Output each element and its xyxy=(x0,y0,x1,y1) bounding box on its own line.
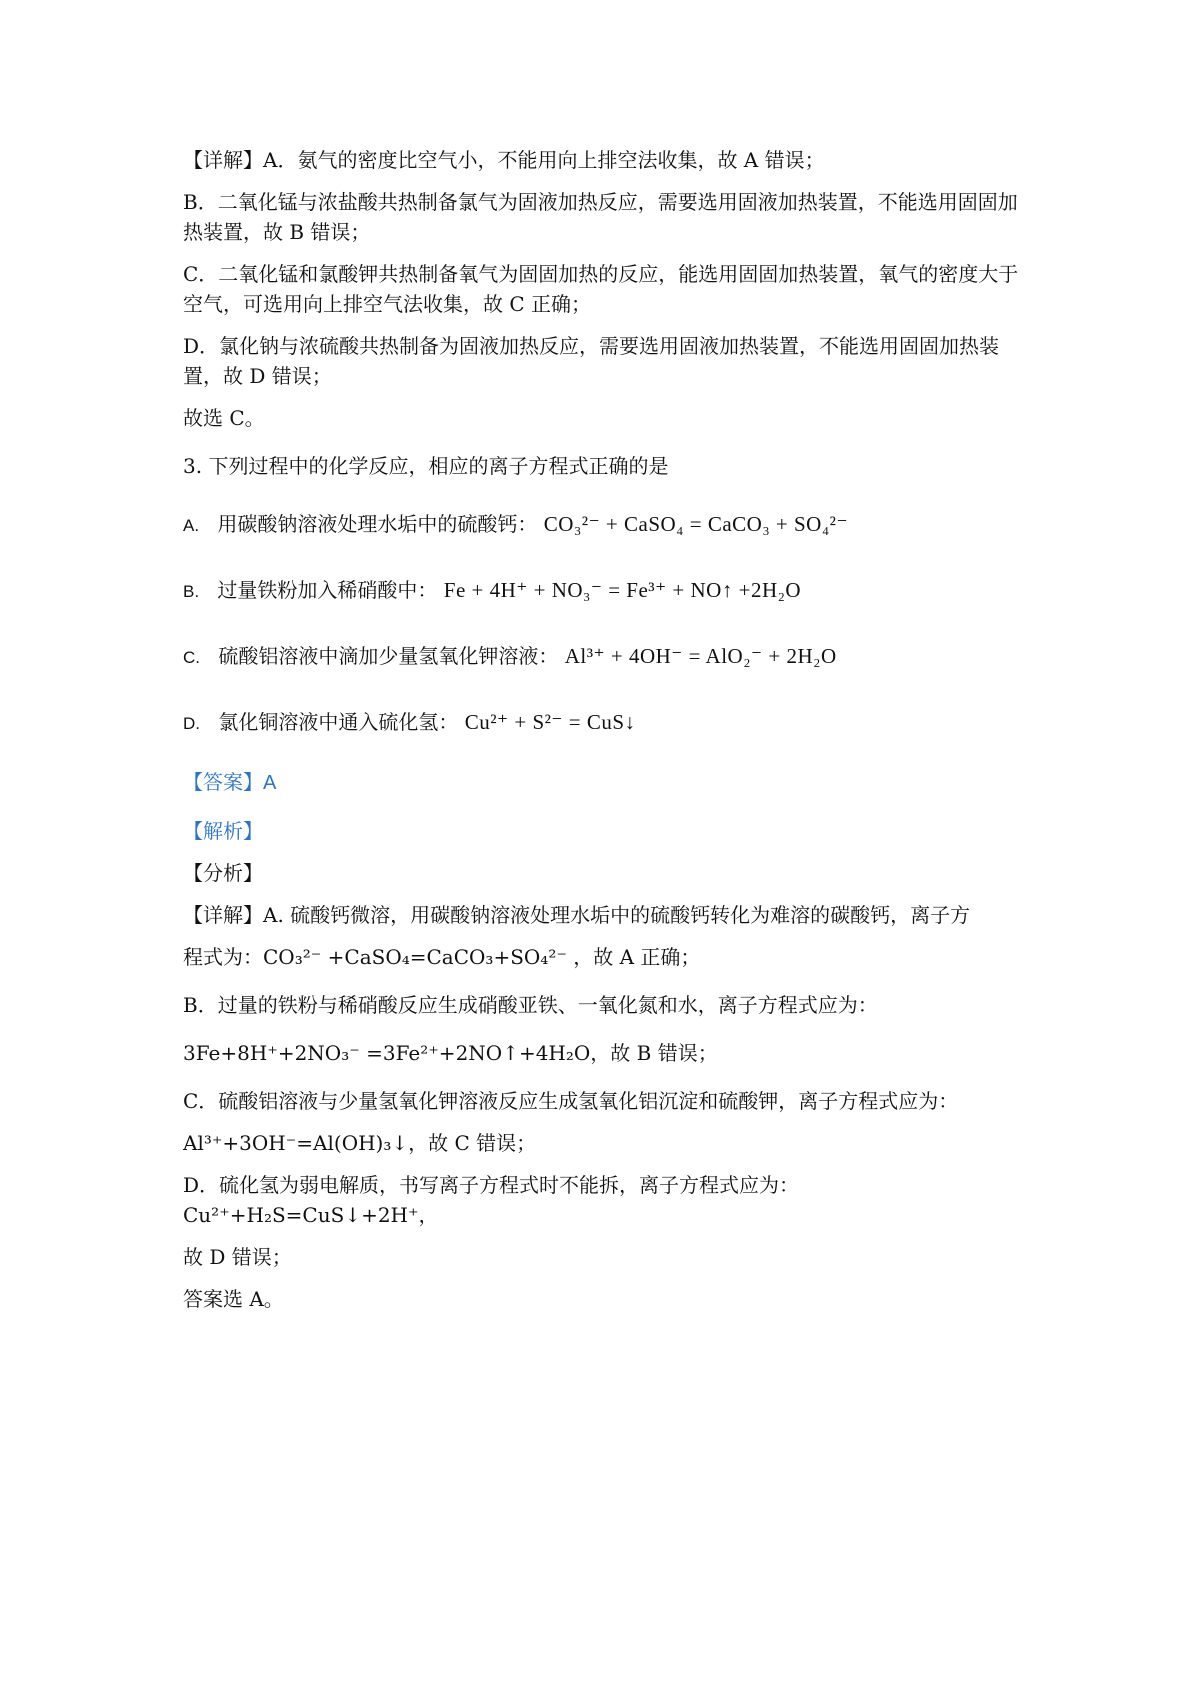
detail2-c-line2: Al³⁺+3OH⁻=Al(OH)₃↓，故 C 错误； xyxy=(183,1131,537,1155)
option-text: 过量铁粉加入稀硝酸中： xyxy=(217,578,438,602)
analysis-tag: 【解析】 xyxy=(183,819,263,843)
detail-b: B．二氧化锰与浓盐酸共热制备氯气为固液加热反应，需要选用固液加热装置，不能选用固固加热装置，故 B 错误； xyxy=(183,190,1018,244)
detail2-b-line1: B．过量的铁粉与稀硝酸反应生成硝酸亚铁、一氧化氮和水，离子方程式应为： xyxy=(183,993,878,1017)
answer-line xyxy=(183,767,1033,798)
option-label: A. xyxy=(183,516,200,535)
document-content xyxy=(183,145,1033,1332)
option-equation: Cu²⁺ + S²⁻ = CuS↓ xyxy=(464,710,636,734)
detail2-b-line2: 3Fe+8H⁺+2NO₃⁻ =3Fe²⁺+2NO↑+4H₂O，故 B 错误； xyxy=(183,1041,718,1065)
fenxi-tag: 【分析】 xyxy=(183,861,263,885)
answer-value: A xyxy=(263,772,277,794)
option-text: 硫酸铝溶液中滴加少量氢氧化钾溶液： xyxy=(218,644,559,668)
option-b xyxy=(183,575,1033,607)
option-a xyxy=(183,509,1033,541)
option-c xyxy=(183,641,1033,673)
detail2-d-line2: 故 D 错误； xyxy=(183,1245,292,1269)
option-d xyxy=(183,707,1033,739)
detail2-conclusion: 答案选 A。 xyxy=(183,1287,284,1311)
option-text: 氯化铜溶液中通入硫化氢： xyxy=(218,710,459,734)
detail2-a-line2: 程式为：CO₃²⁻ +CaSO₄=CaCO₃+SO₄²⁻ ，故 A 正确； xyxy=(183,945,701,969)
question-stem: 3. 下列过程中的化学反应，相应的离子方程式正确的是 xyxy=(183,454,669,478)
option-label: D. xyxy=(183,714,200,733)
detail-d: D．氯化钠与浓硫酸共热制备为固液加热反应，需要选用固液加热装置，不能选用固固加热装置，故 D 错误； xyxy=(183,334,1000,388)
option-equation: CO₃²⁻ + CaSO₄ = CaCO₃ + SO₄²⁻ xyxy=(543,512,849,536)
detail2-c-line1: C．硫酸铝溶液与少量氢氧化钾溶液反应生成氢氧化铝沉淀和硫酸钾，离子方程式应为： xyxy=(183,1089,959,1113)
detail-c: C．二氧化锰和氯酸钾共热制备氧气为固固加热的反应，能选用固固加热装置，氧气的密度大于空气，可选用向上排空气法收集，故 C 正确； xyxy=(183,262,1019,316)
option-equation: Al³⁺ + 4OH⁻ = AlO₂⁻ + 2H₂O xyxy=(564,644,837,668)
answer-tag: 【答案】 xyxy=(183,770,263,794)
detail-a: 【详解】A．氨气的密度比空气小，不能用向上排空法收集，故 A 错误； xyxy=(183,148,825,172)
option-text: 用碳酸钠溶液处理水垢中的硫酸钙： xyxy=(217,512,538,536)
detail2-a-line1: 【详解】A. 硫酸钙微溶，用碳酸钠溶液处理水垢中的硫酸钙转化为难溶的碳酸钙，离子方 xyxy=(183,903,971,927)
option-equation: Fe + 4H⁺ + NO₃⁻ = Fe³⁺ + NO↑ +2H₂O xyxy=(443,578,802,602)
option-label: C. xyxy=(183,648,200,667)
detail2-d-line1: D．硫化氢为弱电解质，书写离子方程式时不能拆，离子方程式应为：Cu²⁺+H₂S=CuS↓+2H⁺， xyxy=(183,1173,800,1227)
detail-conclusion: 故选 C。 xyxy=(183,406,265,430)
option-label: B. xyxy=(183,582,200,601)
